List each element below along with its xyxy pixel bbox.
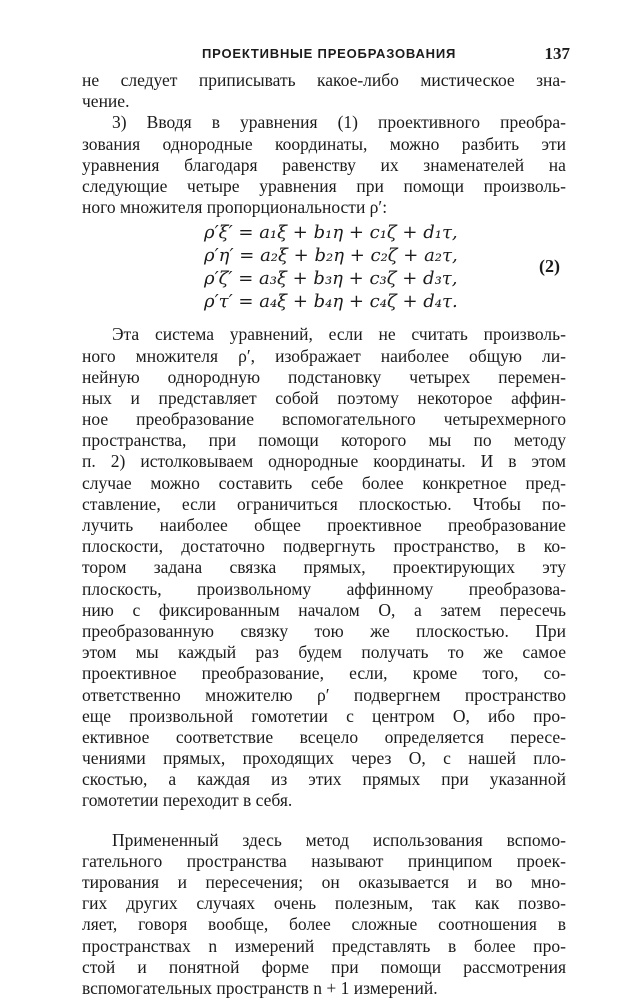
paragraph-homogeneous-coordinates: [82, 112, 566, 218]
text-line: пространствах n измерений представлять в более про-: [82, 935, 566, 956]
text-line: проективное преобразование, если, кроме того, со-: [82, 663, 566, 684]
text-line: ное преобразование вспомогательного четырехмерного: [82, 409, 566, 430]
running-title: ПРОЕКТИВНЫЕ ПРЕОБРАЗОВАНИЯ: [202, 46, 457, 61]
text-line: чениями прямых, проходящих через O, с нашей пло-: [82, 748, 566, 769]
equation-line: ρ′τ′ = a₄ξ + b₄η + c₄ζ + d₄τ.: [204, 291, 458, 313]
text-line: ективное соответствие всецело определяется пересе-: [82, 726, 566, 747]
text-line: нию с фиксированным началом O, а затем пересечь: [82, 599, 566, 620]
text-line: следующие четыре уравнения при помощи произволь-: [82, 175, 566, 196]
text-line: п. 2) истолковываем однородные координаты. И в этом: [82, 451, 566, 472]
text-line: гательного пространства называют принципом проек-: [82, 850, 566, 871]
text-line: ного множителя ρ′, изображает наиболее общую ли-: [82, 345, 566, 366]
text-line: вспомогательных пространств n + 1 измерений.: [82, 977, 438, 998]
page-number: 137: [544, 44, 570, 63]
text-line: ных и представляет собой поэтому некоторое аффин-: [82, 387, 566, 408]
text-line: ляет, говоря вообще, более сложные соотношения в: [82, 914, 566, 935]
text-line: скостью, а каждая из этих прямых при указанной: [82, 769, 566, 790]
equation-line: ρ′ξ′ = a₁ξ + b₁η + c₁ζ + d₁τ,: [204, 222, 458, 244]
text-line: ответственно множителю ρ′ подвергнем пространство: [82, 684, 566, 705]
text-line: гих других случаях очень полезным, так как позво-: [82, 893, 566, 914]
equation-number: (2): [539, 256, 560, 277]
text-line: случае можно составить себе более конкретное пред-: [82, 472, 566, 493]
paragraph-projection-principle: [82, 830, 566, 1000]
text-line: ного множителя пропорциональности ρ′:: [82, 197, 388, 218]
text-line: Примененный здесь метод использования вспомо-: [112, 829, 566, 850]
text-line: этом мы каждый раз будем получать то же самое: [82, 642, 566, 663]
equation-line: ρ′ζ′ = a₃ξ + b₃η + c₃ζ + d₃τ,: [204, 268, 458, 290]
text-line: преобразованную связку тою же плоскостью. При: [82, 620, 566, 641]
text-line: зования однородные координаты, можно разбить эти: [82, 133, 566, 154]
equation-block: [82, 222, 566, 314]
text-line: лучить наиболее общее проективное преобразование: [82, 515, 566, 535]
text-line: 3) Вводя в уравнения (1) проективного преобра-: [112, 112, 566, 133]
text-line: еще произвольной гомотетии с центром O, ибо про-: [82, 705, 566, 726]
text-line: плоскость, произвольному аффинному преобразова-: [82, 578, 566, 599]
text-line: нейную однородную подстановку четырех перемен-: [82, 366, 566, 387]
text-line: тором задана связка прямых, проектирующих эту: [82, 557, 566, 578]
paragraph-continuation: [82, 70, 566, 112]
text-line: плоскости, достаточно подвергнуть пространство, в ко-: [82, 536, 566, 557]
page-body: [82, 70, 566, 999]
text-line: пространства, при помощи которого мы по методу: [82, 430, 566, 451]
text-line: не следует приписывать какое-либо мистическое зна-: [82, 70, 566, 90]
paragraph-affine-transformation: [82, 324, 566, 811]
running-header: [82, 44, 570, 64]
text-line: чение.: [82, 91, 130, 112]
text-line: стой и понятной форме при помощи рассмотрения: [82, 956, 566, 977]
text-line: ставление, если ограничиться плоскостью. Чтобы по-: [82, 493, 566, 514]
text-line: уравнения благодаря равенству их знаменателей на: [82, 154, 566, 175]
text-line: Эта система уравнений, если не считать произволь-: [112, 324, 566, 345]
text-line: тирования и пересечения; он оказывается и во мно-: [82, 872, 566, 892]
equation-line: ρ′η′ = a₂ξ + b₂η + c₂ζ + a₂τ,: [204, 245, 458, 267]
text-line: гомотетии переходит в себя.: [82, 790, 293, 811]
